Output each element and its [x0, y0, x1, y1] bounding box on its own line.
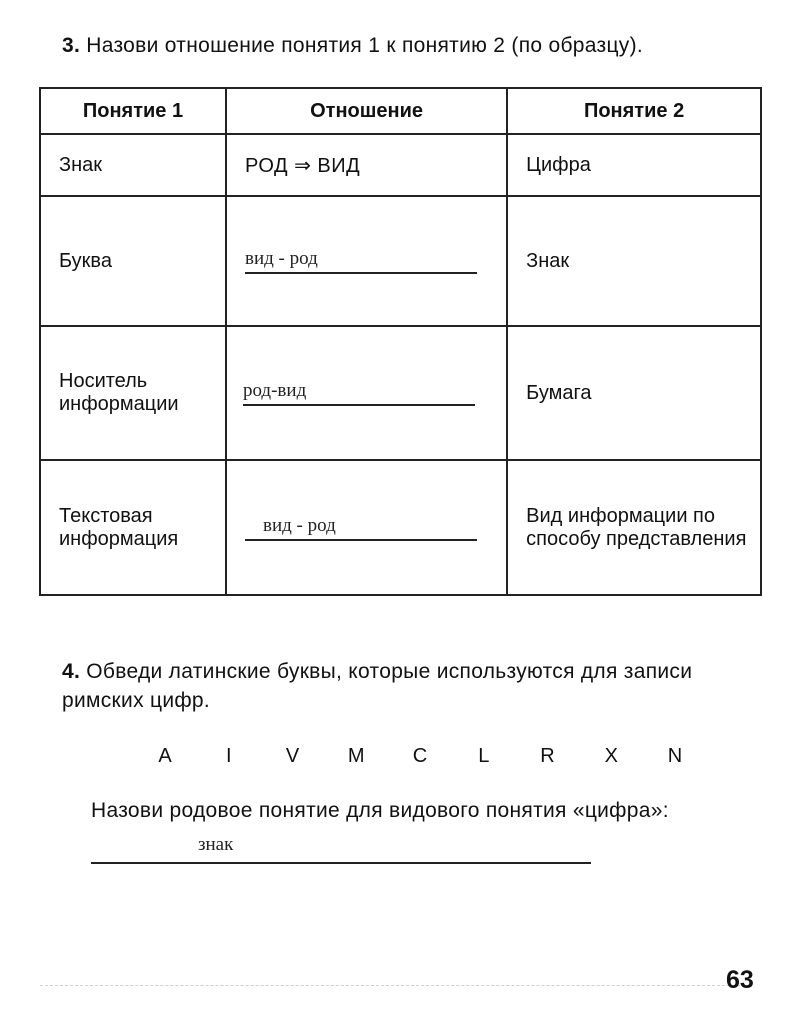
generic-concept-answer-line[interactable] — [91, 834, 591, 864]
page-number: 63 — [726, 966, 754, 994]
task-3-text: Назови отношение понятия 1 к понятию 2 (по образцу). — [86, 34, 644, 57]
concept-1-cell: Буква — [40, 196, 226, 326]
letter-option[interactable]: N — [667, 745, 683, 767]
header-concept-1: Понятие 1 — [40, 88, 226, 134]
table-row — [40, 460, 761, 595]
table-row — [40, 326, 761, 460]
relation-answer-cell[interactable] — [226, 196, 507, 326]
concept-2-cell: Цифра — [507, 134, 761, 196]
concept-2-cell: Бумага — [507, 326, 761, 460]
concept-1-cell: Носитель информации — [40, 326, 226, 460]
relation-answer-cell[interactable] — [226, 460, 507, 595]
header-relation: Отношение — [226, 88, 507, 134]
letter-option[interactable]: V — [285, 745, 300, 767]
letter-option[interactable]: L — [478, 745, 490, 767]
letter-option[interactable]: X — [604, 745, 618, 767]
task-4-text: Обведи латинские буквы, которые используются для записи римских цифр. — [62, 660, 693, 712]
concept-1-cell: Знак — [40, 134, 226, 196]
letter-option[interactable]: C — [412, 745, 428, 767]
relation-answer-cell[interactable] — [226, 326, 507, 460]
letter-option[interactable]: M — [347, 745, 365, 767]
concept-1-cell: Текстовая информация — [40, 460, 226, 595]
relations-table — [39, 87, 762, 596]
concept-2-cell: Знак — [507, 196, 761, 326]
letter-option[interactable]: A — [158, 745, 172, 767]
latin-letters — [150, 745, 690, 768]
table-row — [40, 134, 761, 196]
relation-answer[interactable]: вид - род — [245, 248, 477, 274]
letter-option[interactable]: R — [540, 745, 555, 767]
table-row — [40, 196, 761, 326]
task-4 — [62, 657, 762, 715]
header-concept-2: Понятие 2 — [507, 88, 761, 134]
letter-option[interactable]: I — [225, 745, 232, 767]
table-header-row — [40, 88, 761, 134]
task-3 — [62, 34, 772, 58]
concept-2-cell: Вид информации по способу представления — [507, 460, 761, 595]
relation-sample: РОД ⇒ ВИД — [226, 134, 507, 196]
bottom-divider — [40, 985, 740, 988]
relation-answer[interactable]: вид - род — [245, 515, 477, 541]
task-4-number: 4. — [62, 660, 81, 683]
generic-concept-answer[interactable]: знак — [198, 834, 234, 855]
task-3-number: 3. — [62, 34, 81, 57]
generic-concept-question: Назови родовое понятие для видового понятия «цифра»: — [91, 799, 669, 822]
relation-answer[interactable]: род-вид — [243, 380, 475, 406]
